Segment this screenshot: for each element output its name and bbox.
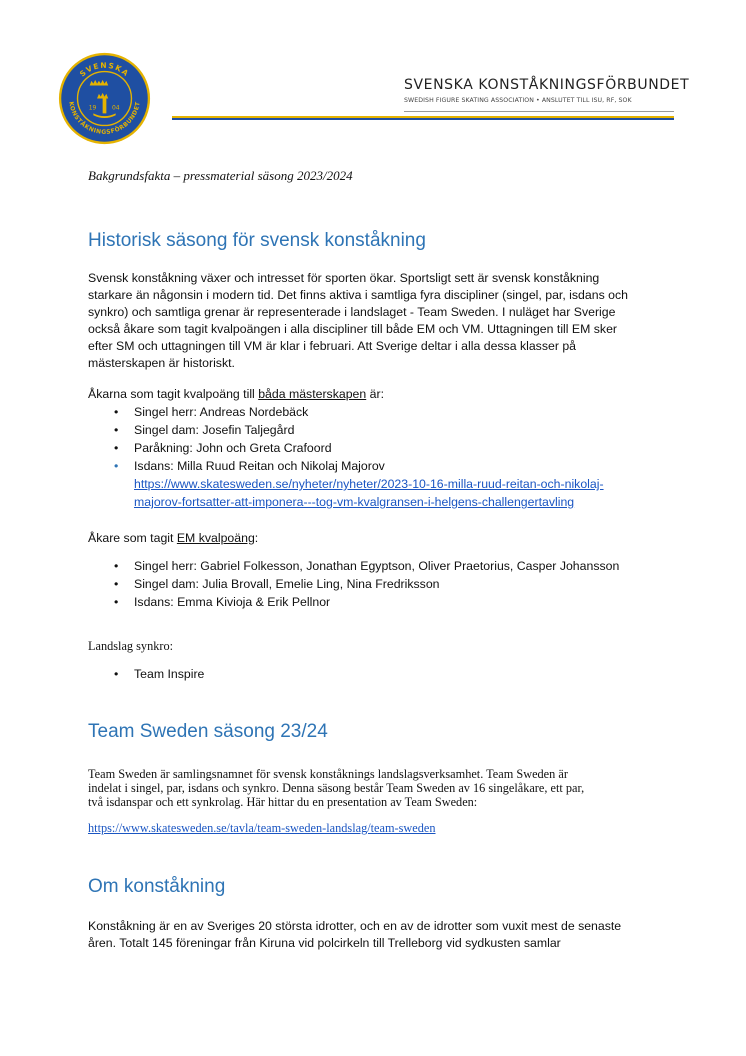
section-heading-team-sweden: Team Sweden säsong 23/24 — [88, 721, 328, 742]
both-championships-intro: Åkarna som tagit kvalpoäng till båda mästerskapen är: — [88, 387, 384, 401]
list-item: • Singel dam: Josefin Taljegård — [88, 421, 688, 439]
paragraph-line: två isdanspar och ett synkrolag. Här hittar du en presentation av Team Sweden: — [88, 795, 478, 809]
paragraph-line: efter SM och uttagningen till VM är klar i februari. Att Sverige deltar i alla dessa klasser på — [88, 339, 577, 353]
logo-year-left: 19 — [88, 104, 97, 112]
header-divider-blue — [172, 118, 674, 120]
list-item: • Isdans: Emma Kivioja & Erik Pellnor — [88, 593, 708, 611]
list-item: • Singel herr: Gabriel Folkesson, Jonathan Egyptson, Oliver Praetorius, Casper Johansson — [88, 557, 708, 575]
federation-logo — [58, 52, 151, 145]
history-paragraph — [88, 270, 688, 372]
list-item: • Team Inspire — [88, 665, 204, 683]
document-subtitle: Bakgrundsfakta – pressmaterial säsong 2023/2024 — [88, 168, 353, 183]
news-link[interactable]: majorov-fortsatter-att-imponera---tog-vm-kvalgransen-i-helgens-challengertavling — [134, 495, 575, 509]
header-divider-gray — [404, 111, 674, 112]
paragraph-line: också åkare som tagit kvalpoängen i alla discipliner till både EM och VM. Uttagningen till EM sker — [88, 322, 618, 336]
synchro-intro: Landslag synkro: — [88, 639, 174, 653]
paragraph-line: Svensk konståkning växer och intresset för sporten ökar. Sportsligt sett är svensk konståkning — [88, 271, 600, 285]
about-paragraph — [88, 918, 688, 952]
logo-text-bottom: KONSTÅKNINGSFÖRBUNDET — [67, 101, 142, 136]
em-qualifiers-list — [88, 557, 708, 611]
news-link[interactable]: https://www.skatesweden.se/nyheter/nyheter/2023-10-16-milla-ruud-reitan-och-nikolaj- — [134, 477, 604, 491]
paragraph-line: mästerskapen är historiskt. — [88, 356, 235, 370]
synchro-list — [88, 665, 204, 683]
paragraph-line: Team Sweden är samlingsnamnet för svensk konståknings landslagsverksamhet. Team Sweden är — [88, 767, 568, 781]
org-subtitle: SWEDISH FIGURE SKATING ASSOCIATION • ANSLUTET TILL ISU, RF, SOK — [404, 97, 632, 104]
paragraph-line: åren. Totalt 145 föreningar från Kiruna vid polcirkeln till Trelleborg vid sydkusten samlar — [88, 936, 561, 950]
paragraph-line: starkare än någonsin i modern tid. Det finns aktiva i samtliga fyra discipliner (singel, par, isdans och — [88, 288, 628, 302]
org-name: SVENSKA KONSTÅKNINGSFÖRBUNDET — [404, 77, 690, 93]
both-championships-list — [88, 403, 688, 511]
underlined-text: båda mästerskapen — [258, 387, 367, 401]
team-sweden-link-line — [88, 820, 436, 837]
paragraph-line: synkro) och samtliga grenar är representerade i landslaget - Team Sweden. I nuläget har Sverige — [88, 305, 616, 319]
em-qualifiers-intro: Åkare som tagit EM kvalpoäng: — [88, 531, 259, 545]
list-item: • Singel herr: Andreas Nordebäck — [88, 403, 688, 421]
paragraph-line: indelat i singel, par, isdans och synkro. Denna säsong består Team Sweden av 16 singelåkare, ett par, — [88, 781, 585, 795]
list-item: • Singel dam: Julia Brovall, Emelie Ling, Nina Fredriksson — [88, 575, 708, 593]
underlined-text: EM kvalpoäng — [176, 531, 255, 545]
section-heading-about: Om konståkning — [88, 876, 226, 897]
list-item: • Paråkning: John och Greta Crafoord — [88, 439, 688, 457]
team-sweden-paragraph — [88, 767, 688, 809]
list-item: • Isdans: Milla Ruud Reitan och Nikolaj Majorov https://www.skatesweden.se/nyheter/nyheter/2023-10-16-milla-ruud-reitan-och-nikolaj- majorov-fortsatter-att-imponera---tog-vm-kvalgransen-i-helgens-challengertavling — [88, 457, 688, 511]
team-sweden-link[interactable]: https://www.skatesweden.se/tavla/team-sweden-landslag/team-sweden — [88, 821, 436, 835]
logo-text-top: SVENSKA — [77, 60, 132, 79]
paragraph-line: Konståkning är en av Sveriges 20 största idrotter, och en av de idrotter som vuxit mest de senaste — [88, 919, 622, 933]
logo-year-right: 04 — [111, 104, 120, 112]
section-heading-history: Historisk säsong för svensk konståkning — [88, 230, 426, 251]
